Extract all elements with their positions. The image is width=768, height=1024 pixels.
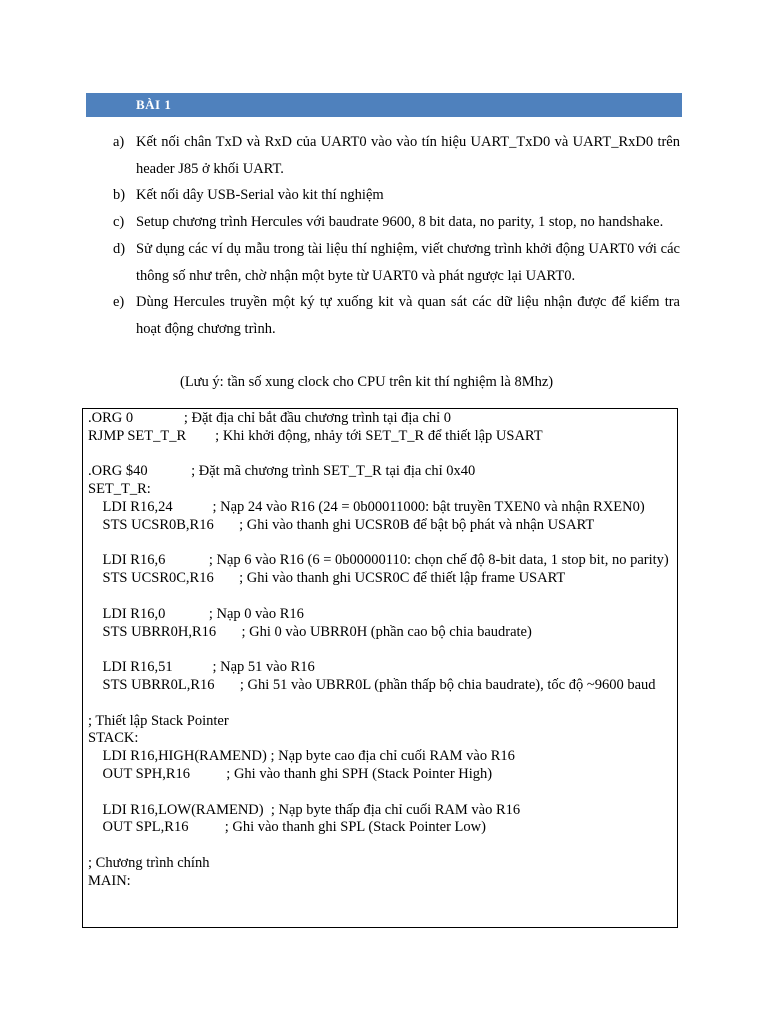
code-line: STS UBRR0H,R16 ; Ghi 0 vào UBRR0H (phần cao bộ chia baudrate) <box>88 623 532 640</box>
code-line <box>88 641 671 659</box>
task-text: Setup chương trình Hercules với baudrate 9600, 8 bit data, no parity, 1 stop, no handshake. <box>136 214 664 231</box>
task-marker: a) <box>113 134 125 150</box>
code-line: STS UCSR0B,R16 ; Ghi vào thanh ghi UCSR0B để bật bộ phát và nhận USART <box>88 516 595 533</box>
task-item <box>110 236 680 289</box>
section-title-bar <box>86 93 682 117</box>
code-line: LDI R16,51 ; Nạp 51 vào R16 <box>88 659 315 676</box>
task-text: Kết nối chân TxD và RxD của UART0 vào vào tín hiệu UART_TxD0 và UART_RxD0 trên header J85 ở khối UART. <box>136 134 680 177</box>
task-marker: c) <box>113 214 125 231</box>
code-line: OUT SPL,R16 ; Ghi vào thanh ghi SPL (Stack Pointer Low) <box>88 819 486 836</box>
task-marker: e) <box>113 294 125 311</box>
task-item <box>110 129 680 182</box>
code-line: RJMP SET_T_R ; Khi khởi động, nhảy tới SET_T_R để thiết lập USART <box>88 427 543 444</box>
task-item <box>110 182 680 209</box>
code-line: .ORG 0 ; Đặt địa chỉ bắt đầu chương trình tại địa chỉ 0 <box>88 410 452 426</box>
task-item <box>110 209 680 236</box>
code-line <box>88 784 671 802</box>
code-line <box>88 837 671 855</box>
task-text: Dùng Hercules truyền một ký tự xuống kit và quan sát các dữ liệu nhận được để kiểm tra hoạt động chương trình. <box>136 294 680 337</box>
code-line: .ORG $40 ; Đặt mã chương trình SET_T_R tại địa chỉ 0x40 <box>88 463 476 480</box>
task-text: Sử dụng các ví dụ mẫu trong tài liệu thí nghiệm, viết chương trình khởi động UART0 với các thông số như trên, chờ nhận một byte từ UART0 và phát ngược lại UART0. <box>136 240 680 284</box>
code-line: LDI R16,LOW(RAMEND) ; Nạp byte thấp địa chỉ cuối RAM vào R16 <box>88 801 521 818</box>
code-line: STS UBRR0L,R16 ; Ghi 51 vào UBRR0L (phần thấp bộ chia baudrate), tốc độ ~9600 baud <box>88 676 656 693</box>
code-line: LDI R16,HIGH(RAMEND) ; Nạp byte cao địa chỉ cuối RAM vào R16 <box>88 748 515 765</box>
code-line: LDI R16,24 ; Nạp 24 vào R16 (24 = 0b00011000: bật truyền TXEN0 và nhận RXEN0) <box>88 498 645 515</box>
code-line: LDI R16,6 ; Nạp 6 vào R16 (6 = 0b00000110: chọn chế độ 8-bit data, 1 stop bit, no parity) <box>88 552 669 569</box>
code-line: OUT SPH,R16 ; Ghi vào thanh ghi SPH (Stack Pointer High) <box>88 765 493 782</box>
code-line: ; Chương trình chính <box>88 854 210 871</box>
task-marker: b) <box>113 187 126 204</box>
code-line: STACK: <box>88 730 139 747</box>
task-list <box>110 129 680 343</box>
code-line: SET_T_R: <box>88 481 151 498</box>
task-marker: d) <box>113 240 126 257</box>
code-line: MAIN: <box>88 872 131 889</box>
code-line <box>88 588 671 606</box>
code-block <box>82 408 678 928</box>
code-line <box>88 446 671 464</box>
clock-note: (Lưu ý: tần số xung clock cho CPU trên kit thí nghiệm là 8Mhz) <box>180 374 554 390</box>
code-line: STS UCSR0C,R16 ; Ghi vào thanh ghi UCSR0C để thiết lập frame USART <box>88 570 566 587</box>
task-text: Kết nối dây USB-Serial vào kit thí nghiệm <box>136 187 384 204</box>
code-line: LDI R16,0 ; Nạp 0 vào R16 <box>88 605 304 622</box>
code-line <box>88 535 671 553</box>
section-title: BÀI 1 <box>136 97 172 112</box>
code-line: ; Thiết lập Stack Pointer <box>88 712 229 729</box>
code-line <box>88 695 671 713</box>
task-item <box>110 289 680 342</box>
